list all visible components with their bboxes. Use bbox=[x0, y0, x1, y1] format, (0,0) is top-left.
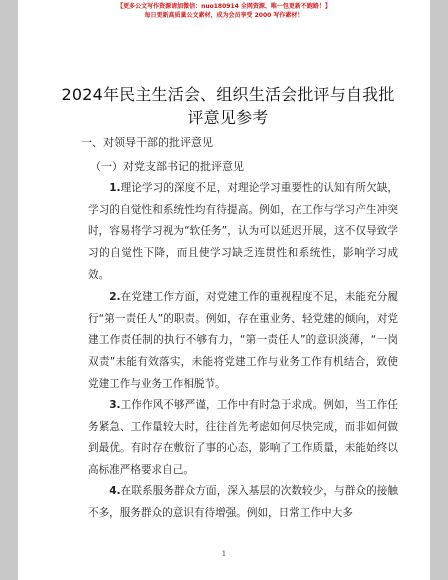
paragraph-text: 理论学习的深度不足，对理论学习重要性的认知有所欠缺，学习的自觉性和系统性均有待提高。例如，在工作与学习产生冲突时，容易将学习视为“软任务”，认为可以延迟开展，这不仅导致学习的自觉性下降，而且使学习缺乏连贯性和系统性，影响学习成效。 bbox=[88, 182, 398, 281]
paragraph-text: 在党建工作方面，对党建工作的重视程度不足，未能充分履行“第一责任人”的职责。例如，存在重业务、轻党建的倾向，对党建工作责任制的执行不够有力，“第一责任人”的意识淡薄，“一岗双责”未能有效落实，未能将党建工作与业务工作有机结合，致使党建工作与业务工作相脱节。 bbox=[88, 291, 398, 390]
banner-line-1: 【更多公文写作资源请加微信：nuo180914 全网资源、唯一包更新不跑路！】 bbox=[117, 3, 331, 10]
paragraph-number: 2. bbox=[109, 291, 121, 303]
paragraph-number: 1. bbox=[109, 182, 121, 194]
page-number: 1 bbox=[221, 550, 227, 558]
document-page bbox=[18, 0, 430, 580]
paragraph-text: 工作作风不够严谨，工作中有时急于求成。例如，当工作任务紧急、工作量较大时，往往首先考虑如何尽快完成，而非如何做到最优。有时存在敷衍了事的心态，影响了工作质量，未能始终以高标准严格要求自己。 bbox=[88, 399, 398, 477]
subsection-heading: （一）对党支部书记的批评意见 bbox=[90, 160, 244, 173]
section-heading: 一、对领导干部的批评意见 bbox=[81, 136, 213, 149]
paragraph-4 bbox=[88, 481, 398, 529]
paragraph-2 bbox=[88, 287, 398, 396]
paragraph-3 bbox=[88, 395, 398, 482]
paragraph-number: 3. bbox=[109, 399, 121, 411]
document-title: 2024年民主生活会、组织生活会批评与自我批评意见参考 bbox=[61, 85, 395, 127]
promo-banner bbox=[18, 2, 430, 20]
paragraph-text: 在联系服务群众方面，深入基层的次数较少，与群众的接触不多，服务群众的意识有待增强。例如，日常工作中大多 bbox=[88, 485, 398, 519]
paragraph-number: 4. bbox=[109, 485, 121, 497]
paragraph-1 bbox=[88, 178, 398, 287]
banner-line-2: 每日更新高质量公文素材，成为会员享受 2000 写作素材！ bbox=[144, 12, 304, 19]
